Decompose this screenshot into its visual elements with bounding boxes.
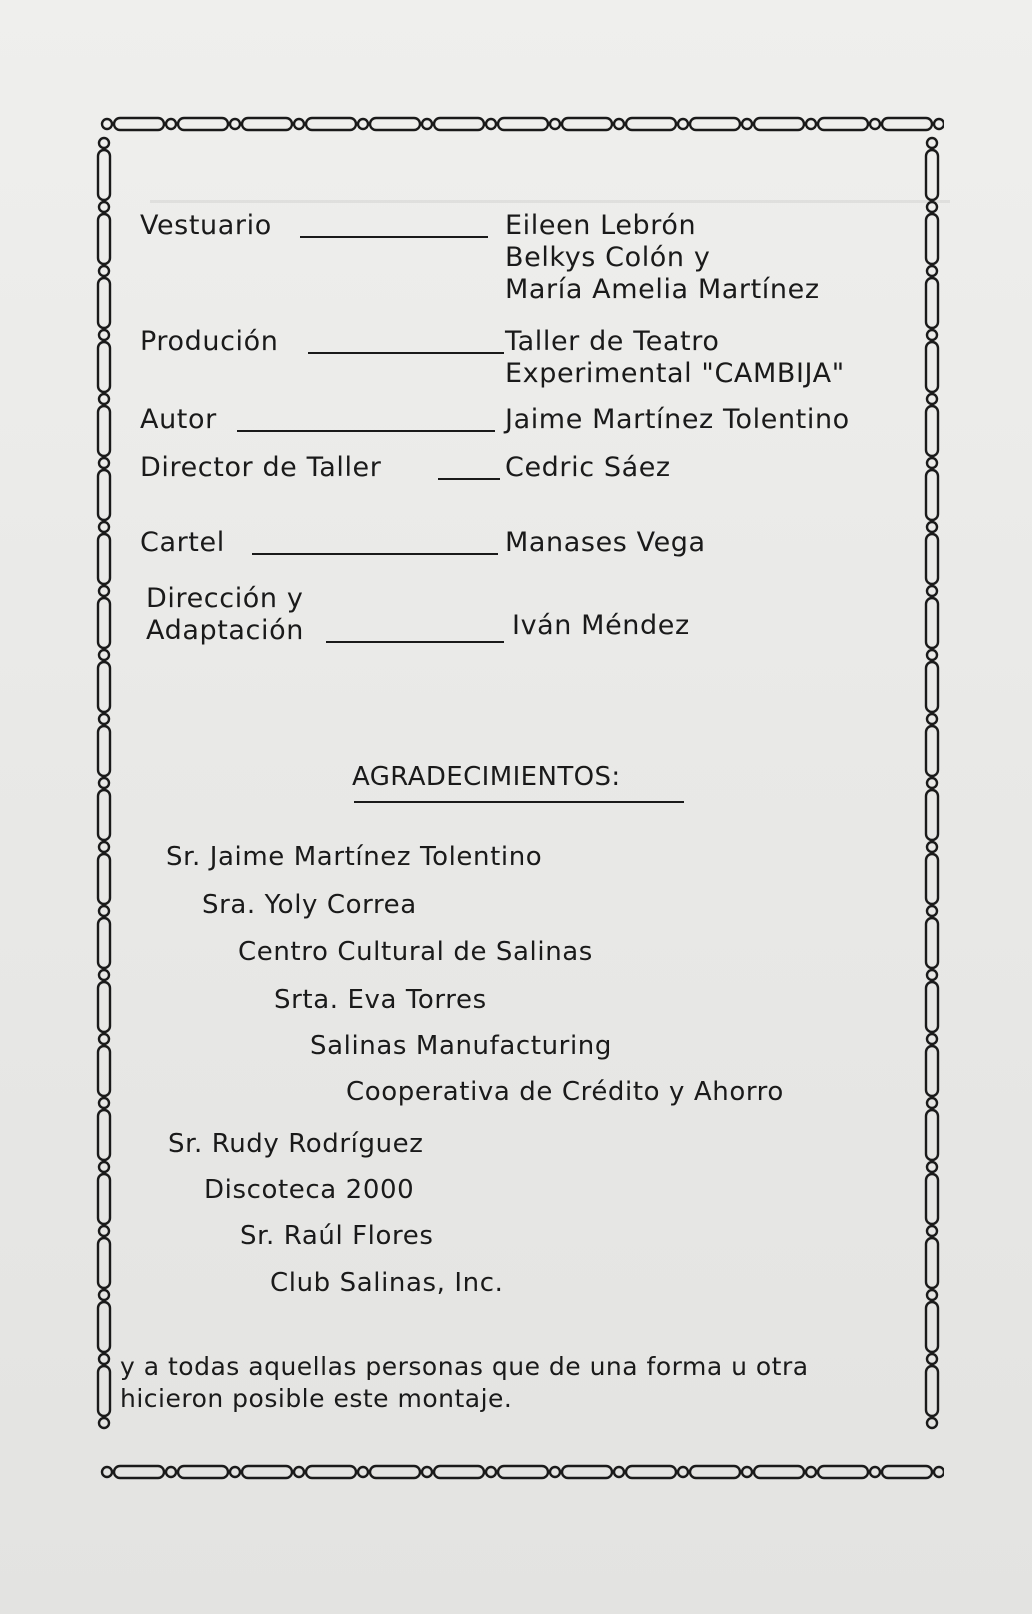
credit-value: Cedric Sáez [505, 452, 671, 483]
chain-link [926, 918, 938, 968]
chain-link [498, 118, 548, 130]
chain-link [98, 1238, 110, 1288]
leader-line [300, 236, 488, 238]
chain-ring [927, 1034, 937, 1044]
chain-link [926, 1174, 938, 1224]
chain-ring [422, 1467, 432, 1477]
chain-ring [550, 119, 560, 129]
chain-ring [102, 119, 112, 129]
chain-ring [99, 1098, 109, 1108]
chain-link [754, 118, 804, 130]
leader-line [252, 553, 498, 555]
chain-link [98, 918, 110, 968]
chain-ring [99, 714, 109, 724]
chain-ring [934, 1467, 944, 1477]
chain-ring [294, 1467, 304, 1477]
chain-link [926, 1366, 938, 1416]
credit-value: María Amelia Martínez [505, 274, 820, 305]
credit-value: Manases Vega [505, 527, 706, 558]
chain-ring [99, 266, 109, 276]
chain-link [114, 1466, 164, 1478]
chain-link [98, 278, 110, 328]
chain-link [98, 854, 110, 904]
chain-link [926, 598, 938, 648]
credit-label: Director de Taller [140, 452, 382, 483]
leader-line [326, 641, 504, 643]
chain-link [98, 1046, 110, 1096]
chain-link [562, 118, 612, 130]
leader-line [308, 352, 504, 354]
chain-link [818, 1466, 868, 1478]
chain-ring [99, 1290, 109, 1300]
acknowledgment-entry: Cooperativa de Crédito y Ahorro [346, 1077, 784, 1107]
chain-link [926, 278, 938, 328]
chain-link [926, 662, 938, 712]
chain-ring [742, 1467, 752, 1477]
chain-link [98, 790, 110, 840]
credit-label: Adaptación [146, 615, 304, 646]
leader-line [438, 478, 500, 480]
credit-value: Eileen Lebrón [505, 210, 697, 241]
credit-label: Vestuario [140, 210, 272, 241]
chain-ring [99, 1034, 109, 1044]
chain-link [926, 1302, 938, 1352]
chain-link [626, 118, 676, 130]
chain-link [626, 1466, 676, 1478]
chain-ring [99, 394, 109, 404]
chain-ring [927, 330, 937, 340]
acknowledgment-entry: Sr. Jaime Martínez Tolentino [166, 842, 543, 872]
chain-ring [927, 522, 937, 532]
chain-ring [230, 119, 240, 129]
credit-value: Jaime Martínez Tolentino [505, 404, 850, 435]
chain-link [818, 118, 868, 130]
chain-ring [678, 119, 688, 129]
chain-ring [99, 906, 109, 916]
chain-ring [870, 1467, 880, 1477]
credit-label: Cartel [140, 527, 225, 558]
chain-link [926, 470, 938, 520]
chain-link [98, 726, 110, 776]
chain-border [92, 114, 944, 1484]
chain-link [98, 1366, 110, 1416]
chain-ring [99, 138, 109, 148]
credit-value: Iván Méndez [512, 610, 690, 641]
acknowledgment-entry: Sra. Yoly Correa [202, 890, 417, 920]
chain-ring [358, 119, 368, 129]
chain-ring [550, 1467, 560, 1477]
chain-link [434, 1466, 484, 1478]
chain-link [926, 854, 938, 904]
chain-ring [927, 1098, 937, 1108]
chain-link [690, 1466, 740, 1478]
chain-link [178, 118, 228, 130]
chain-border-ornament [92, 114, 944, 1484]
title-underline [354, 801, 684, 803]
chain-ring [99, 842, 109, 852]
chain-link [926, 726, 938, 776]
chain-link [114, 118, 164, 130]
chain-ring [614, 119, 624, 129]
chain-link [98, 150, 110, 200]
leader-line [237, 430, 495, 432]
chain-link [242, 118, 292, 130]
chain-ring [927, 906, 937, 916]
chain-link [98, 534, 110, 584]
closing-line: y a todas aquellas personas que de una forma u otra [120, 1352, 809, 1381]
acknowledgment-entry: Centro Cultural de Salinas [238, 937, 593, 967]
chain-ring [486, 1467, 496, 1477]
chain-link [98, 662, 110, 712]
chain-ring [99, 202, 109, 212]
chain-link [926, 406, 938, 456]
chain-link [926, 214, 938, 264]
chain-link [882, 118, 932, 130]
chain-link [926, 150, 938, 200]
chain-ring [927, 714, 937, 724]
chain-ring [99, 1226, 109, 1236]
chain-link [98, 1174, 110, 1224]
chain-ring [927, 1290, 937, 1300]
chain-link [98, 1110, 110, 1160]
chain-link [98, 1302, 110, 1352]
chain-link [98, 214, 110, 264]
chain-ring [99, 970, 109, 980]
chain-link [370, 118, 420, 130]
chain-ring [927, 842, 937, 852]
acknowledgment-entry: Discoteca 2000 [204, 1175, 415, 1205]
chain-ring [358, 1467, 368, 1477]
chain-ring [927, 1354, 937, 1364]
chain-ring [927, 1418, 937, 1428]
chain-ring [927, 458, 937, 468]
acknowledgment-entry: Sr. Rudy Rodríguez [168, 1129, 424, 1159]
credit-label: Autor [140, 404, 217, 435]
chain-ring [927, 138, 937, 148]
chain-link [306, 1466, 356, 1478]
chain-link [434, 118, 484, 130]
chain-ring [742, 119, 752, 129]
chain-link [370, 1466, 420, 1478]
chain-link [98, 982, 110, 1032]
chain-link [98, 342, 110, 392]
chain-ring [927, 650, 937, 660]
chain-ring [99, 458, 109, 468]
chain-link [926, 1238, 938, 1288]
chain-link [306, 118, 356, 130]
chain-ring [486, 119, 496, 129]
chain-ring [614, 1467, 624, 1477]
chain-ring [934, 119, 944, 129]
chain-ring [678, 1467, 688, 1477]
credit-value: Belkys Colón y [505, 242, 711, 273]
chain-ring [230, 1467, 240, 1477]
chain-ring [806, 1467, 816, 1477]
chain-ring [99, 778, 109, 788]
chain-link [926, 982, 938, 1032]
chain-ring [927, 970, 937, 980]
chain-ring [927, 778, 937, 788]
chain-link [926, 1110, 938, 1160]
chain-ring [99, 1418, 109, 1428]
chain-ring [927, 266, 937, 276]
chain-ring [870, 119, 880, 129]
chain-link [498, 1466, 548, 1478]
chain-link [882, 1466, 932, 1478]
chain-ring [422, 119, 432, 129]
chain-ring [99, 586, 109, 596]
chain-link [178, 1466, 228, 1478]
credit-label: Dirección y [146, 583, 304, 614]
chain-ring [294, 119, 304, 129]
chain-link [242, 1466, 292, 1478]
credit-label: Produción [140, 326, 279, 357]
chain-ring [102, 1467, 112, 1477]
acknowledgments-title: AGRADECIMIENTOS: [352, 762, 621, 792]
chain-ring [927, 394, 937, 404]
chain-link [98, 598, 110, 648]
chain-ring [166, 119, 176, 129]
acknowledgment-entry: Sr. Raúl Flores [240, 1221, 434, 1251]
closing-line: hicieron posible este montaje. [120, 1384, 513, 1413]
chain-ring [99, 1354, 109, 1364]
chain-link [926, 1046, 938, 1096]
chain-link [926, 342, 938, 392]
chain-link [98, 406, 110, 456]
chain-link [98, 470, 110, 520]
acknowledgment-entry: Salinas Manufacturing [310, 1031, 612, 1061]
credit-value: Experimental "CAMBIJA" [505, 358, 845, 389]
chain-link [562, 1466, 612, 1478]
chain-ring [806, 119, 816, 129]
chain-ring [99, 650, 109, 660]
chain-link [754, 1466, 804, 1478]
chain-ring [99, 1162, 109, 1172]
acknowledgment-entry: Club Salinas, Inc. [270, 1268, 504, 1298]
chain-ring [927, 1226, 937, 1236]
chain-ring [99, 330, 109, 340]
chain-link [926, 790, 938, 840]
chain-ring [927, 1162, 937, 1172]
chain-ring [927, 202, 937, 212]
credit-value: Taller de Teatro [505, 326, 720, 357]
chain-ring [927, 586, 937, 596]
chain-link [690, 118, 740, 130]
chain-ring [166, 1467, 176, 1477]
chain-ring [99, 522, 109, 532]
chain-link [926, 534, 938, 584]
acknowledgment-entry: Srta. Eva Torres [274, 985, 487, 1015]
